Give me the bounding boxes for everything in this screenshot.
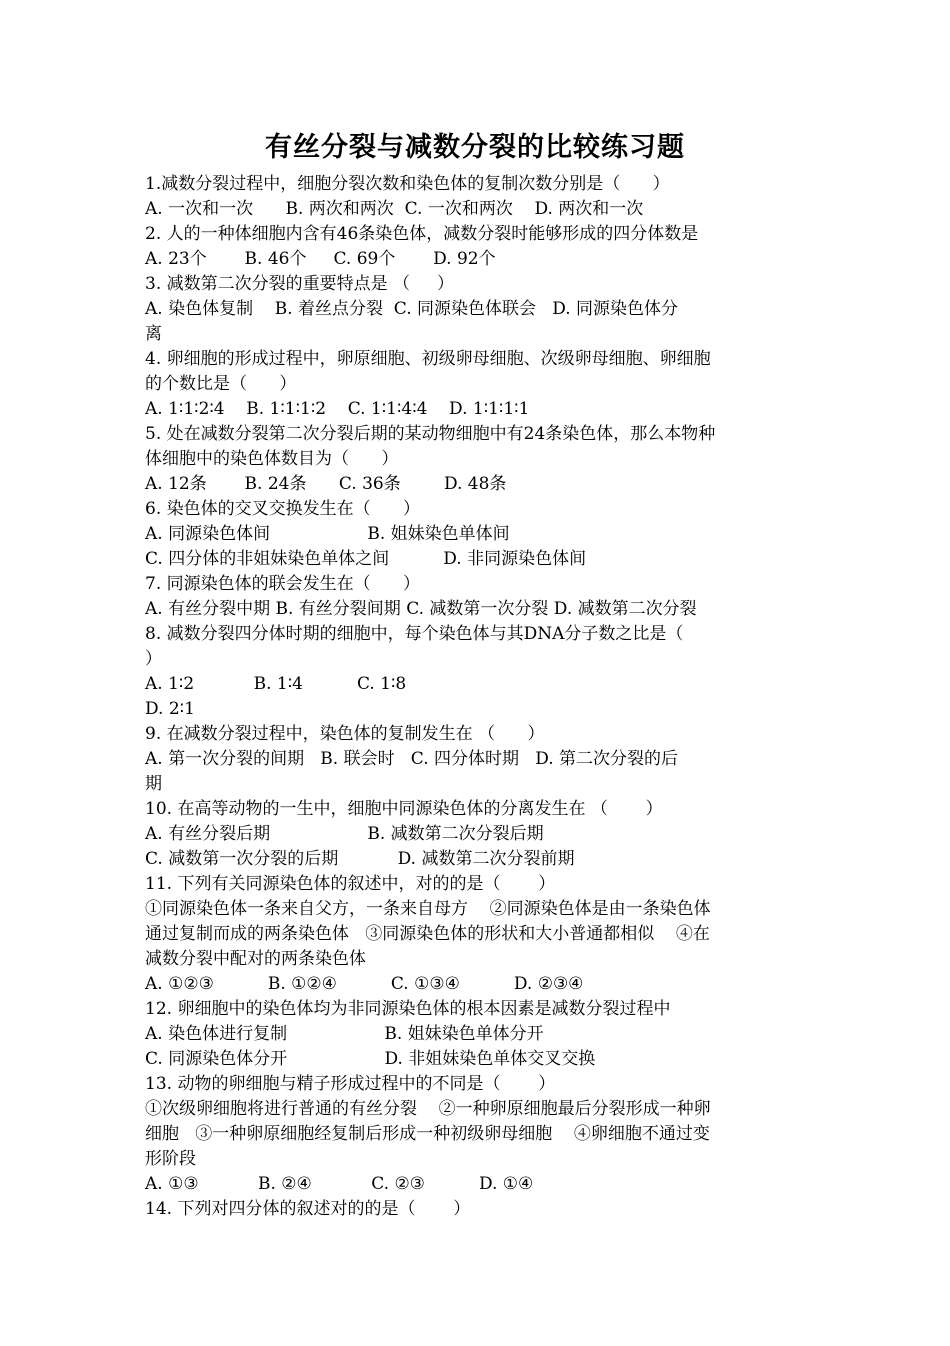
text-line: A. 第一次分裂的间期 B. 联会时 C. 四分体时期 D. 第二次分裂的后 (145, 749, 679, 769)
text-line: A. 1∶1∶2∶4 B. 1∶1∶1∶2 C. 1∶1∶4∶4 D. 1∶1∶1∶1 (145, 399, 530, 419)
text-line: 11. 下列有关同源染色体的叙述中，对的的是（ ） (145, 874, 556, 894)
text-line: A. ①②③ B. ①②④ C. ①③④ D. ②③④ (145, 974, 584, 994)
text-line: A. 有丝分裂中期 B. 有丝分裂间期 C. 减数第一次分裂 D. 减数第二次分裂 (145, 599, 697, 619)
text-line: 14. 下列对四分体的叙述对的的是（ ） (145, 1199, 471, 1219)
text-line: 9. 在减数分裂过程中，染色体的复制发生在 （ ） (145, 724, 545, 744)
text-line: 的个数比是（ ） (145, 374, 297, 394)
text-line: A. 1∶2 B. 1∶4 C. 1∶8 (145, 674, 407, 694)
text-line: 形阶段 (145, 1149, 196, 1169)
text-line: 离 (145, 324, 162, 344)
text-line: 通过复制而成的两条染色体 ③同源染色体的形状和大小普通都相似 ④在 (145, 924, 710, 944)
text-line: 12. 卵细胞中的染色体均为非同源染色体的根本因素是减数分裂过程中 (145, 999, 671, 1019)
text-line: ①次级卵细胞将进行普通的有丝分裂 ②一种卵原细胞最后分裂形成一种卵 (145, 1099, 711, 1119)
text-line: 6. 染色体的交叉交换发生在（ ） (145, 499, 421, 519)
text-line: C. 减数第一次分裂的后期 D. 减数第二次分裂前期 (145, 849, 575, 869)
question-body (145, 172, 815, 1222)
text-line: 5. 处在减数分裂第二次分裂后期的某动物细胞中有24条染色体，那么本物种 (145, 424, 716, 444)
text-line: C. 同源染色体分开 D. 非姐妹染色单体交叉交换 (145, 1049, 596, 1069)
text-line: A. ①③ B. ②④ C. ②③ D. ①④ (145, 1174, 534, 1194)
text-line: A. 12条 B. 24条 C. 36条 D. 48条 (145, 474, 507, 494)
text-line: ①同源染色体一条来自父方，一条来自母方 ②同源染色体是由一条染色体 (145, 899, 711, 919)
text-line: D. 2∶1 (145, 699, 195, 719)
text-line: 细胞 ③一种卵原细胞经复制后形成一种初级卵母细胞 ④卵细胞不通过变 (145, 1124, 710, 1144)
text-line: 3. 减数第二次分裂的重要特点是 （ ） (145, 274, 455, 294)
text-line: A. 一次和一次 B. 两次和两次 C. 一次和两次 D. 两次和一次 (145, 199, 644, 219)
text-line: 7. 同源染色体的联会发生在（ ） (145, 574, 421, 594)
text-line: 1.减数分裂过程中，细胞分裂次数和染色体的复制次数分别是（ ） (145, 174, 670, 194)
text-line: A. 同源染色体间 B. 姐妹染色单体间 (145, 524, 510, 544)
text-line: 2. 人的一种体细胞内含有46条染色体，减数分裂时能够形成的四分体数是 (145, 224, 699, 244)
text-line: A. 染色体复制 B. 着丝点分裂 C. 同源染色体联会 D. 同源染色体分 (145, 299, 679, 319)
text-line: 13. 动物的卵细胞与精子形成过程中的不同是（ ） (145, 1074, 556, 1094)
text-line: 4. 卵细胞的形成过程中，卵原细胞、初级卵母细胞、次级卵母细胞、卵细胞 (145, 349, 711, 369)
text-line: A. 23个 B. 46个 C. 69个 D. 92个 (145, 249, 496, 269)
text-line: C. 四分体的非姐妹染色单体之间 D. 非同源染色体间 (145, 549, 587, 569)
text-line: 8. 减数分裂四分体时期的细胞中，每个染色体与其DNA分子数之比是（ (145, 624, 684, 644)
text-line: ） (145, 649, 162, 669)
text-line: 期 (145, 774, 162, 794)
text-line: 减数分裂中配对的两条染色体 (145, 949, 366, 969)
text-line: 体细胞中的染色体数目为（ ） (145, 449, 399, 469)
text-line: 10. 在高等动物的一生中，细胞中同源染色体的分离发生在 （ ） (145, 799, 663, 819)
text-line: A. 染色体进行复制 B. 姐妹染色单体分开 (145, 1024, 544, 1044)
document-title: 有丝分裂与减数分裂的比较练习题 (265, 132, 685, 163)
text-line: A. 有丝分裂后期 B. 减数第二次分裂后期 (145, 824, 544, 844)
